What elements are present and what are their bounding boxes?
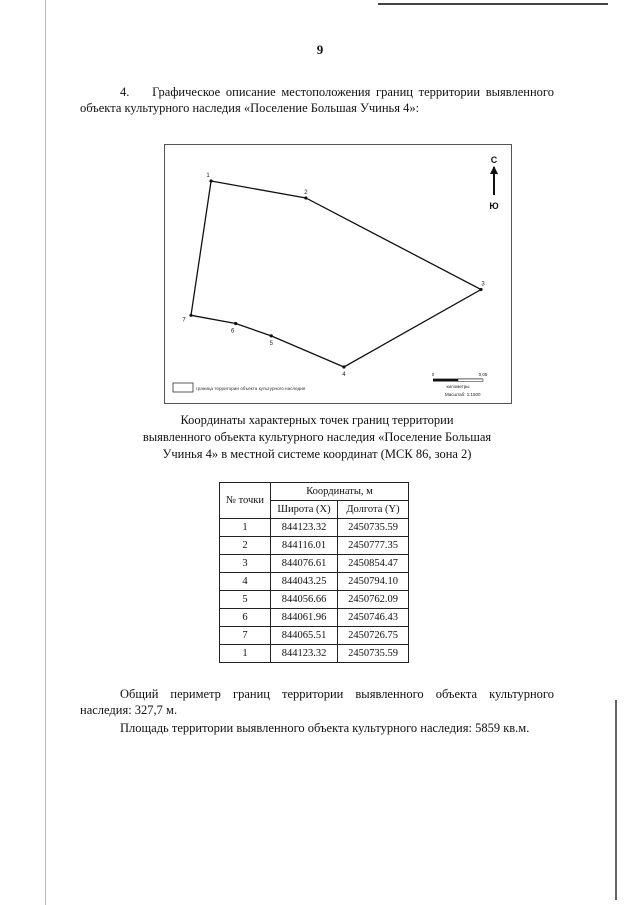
lat-cell: 844056.66 (271, 591, 338, 609)
table-row (220, 519, 409, 537)
table-row (220, 555, 409, 573)
lon-cell: 2450777.35 (338, 537, 409, 555)
vertex-label: 2 (304, 189, 308, 196)
compass-north-label: С (490, 155, 498, 165)
boundary-polygon (191, 181, 481, 367)
lat-cell: 844116.01 (271, 537, 338, 555)
coordinates-table (219, 482, 409, 663)
vertex-point (209, 179, 212, 182)
table-row (220, 645, 409, 663)
lon-cell: 2450726.75 (338, 627, 409, 645)
point-cell: 4 (220, 573, 271, 591)
caption-line-2: выявленного объекта культурного наследия «Поселение Большая (142, 430, 492, 444)
lon-cell: 2450762.09 (338, 591, 409, 609)
lat-cell: 844043.25 (271, 573, 338, 591)
caption-line-1: Координаты характерных точек границ территории (180, 413, 454, 427)
vertex-point (479, 288, 482, 291)
scale-unit-label: километры (446, 384, 470, 389)
vertex-label: 7 (182, 317, 186, 324)
vertex-point (234, 322, 237, 325)
lat-cell: 844123.32 (271, 645, 338, 663)
lat-cell: 844061.96 (271, 609, 338, 627)
vertex-point (189, 314, 192, 317)
scan-top-mark (378, 3, 608, 5)
vertex-label: 6 (231, 328, 235, 335)
legend-swatch (173, 383, 193, 392)
section-text: Графическое описание местоположения границ территории выявленного объекта культурного наследия «Поселение Большая Учинья 4»: (80, 85, 554, 115)
area-text: Площадь территории выявленного объекта культурного наследия: 5859 кв.м. (120, 721, 530, 735)
table-row (220, 537, 409, 555)
scale-label: Масштаб: 1:1500 (445, 392, 481, 397)
point-cell: 3 (220, 555, 271, 573)
vertex-point (342, 365, 345, 368)
point-cell: 7 (220, 627, 271, 645)
perimeter-text: Общий периметр границ территории выявленного объекта культурного наследия: 327,7 м. (80, 687, 554, 717)
caption-line-3: Учинья 4» в местной системе координат (МСК 86, зона 2) (162, 447, 472, 461)
lat-cell: 844123.32 (271, 519, 338, 537)
scale-tick-label: 0,05 (478, 372, 488, 377)
lon-cell: 2450735.59 (338, 645, 409, 663)
header-coords: Координаты, м (271, 483, 409, 501)
boundary-map (164, 144, 512, 404)
compass-south-label: Ю (489, 201, 499, 211)
compass-arrowhead-icon (490, 166, 498, 174)
point-cell: 6 (220, 609, 271, 627)
scan-right-edge (615, 700, 617, 900)
header-lat: Широта (X) (271, 501, 338, 519)
scan-left-edge (45, 0, 46, 905)
point-cell: 1 (220, 645, 271, 663)
point-cell: 5 (220, 591, 271, 609)
lon-cell: 2450854.47 (338, 555, 409, 573)
point-cell: 1 (220, 519, 271, 537)
vertex-label: 5 (269, 340, 273, 347)
table-row (220, 609, 409, 627)
section-number: 4. (120, 85, 130, 99)
lon-cell: 2450794.10 (338, 573, 409, 591)
legend-label: граница территории объекта культурного наследия (196, 386, 306, 391)
scale-tick-label: 0 (431, 372, 435, 377)
header-lon: Долгота (Y) (338, 501, 409, 519)
vertex-point (304, 196, 307, 199)
lon-cell: 2450746.43 (338, 609, 409, 627)
vertex-label: 4 (342, 372, 346, 378)
vertex-label: 3 (481, 281, 485, 288)
lat-cell: 844065.51 (271, 627, 338, 645)
lon-cell: 2450735.59 (338, 519, 409, 537)
lat-cell: 844076.61 (271, 555, 338, 573)
perimeter-paragraph (80, 686, 554, 718)
table-row (220, 573, 409, 591)
area-paragraph (80, 720, 554, 736)
vertex-label: 1 (206, 173, 210, 179)
header-point: № точки (220, 483, 271, 519)
table-caption (80, 412, 554, 463)
page-number: 9 (316, 42, 324, 57)
scale-bar-segment (458, 379, 483, 382)
map-drawing (165, 145, 511, 403)
point-cell: 2 (220, 537, 271, 555)
table-row (220, 627, 409, 645)
section-paragraph (80, 84, 554, 116)
vertex-point (270, 334, 273, 337)
table-row (220, 591, 409, 609)
scale-bar-segment (433, 379, 458, 382)
